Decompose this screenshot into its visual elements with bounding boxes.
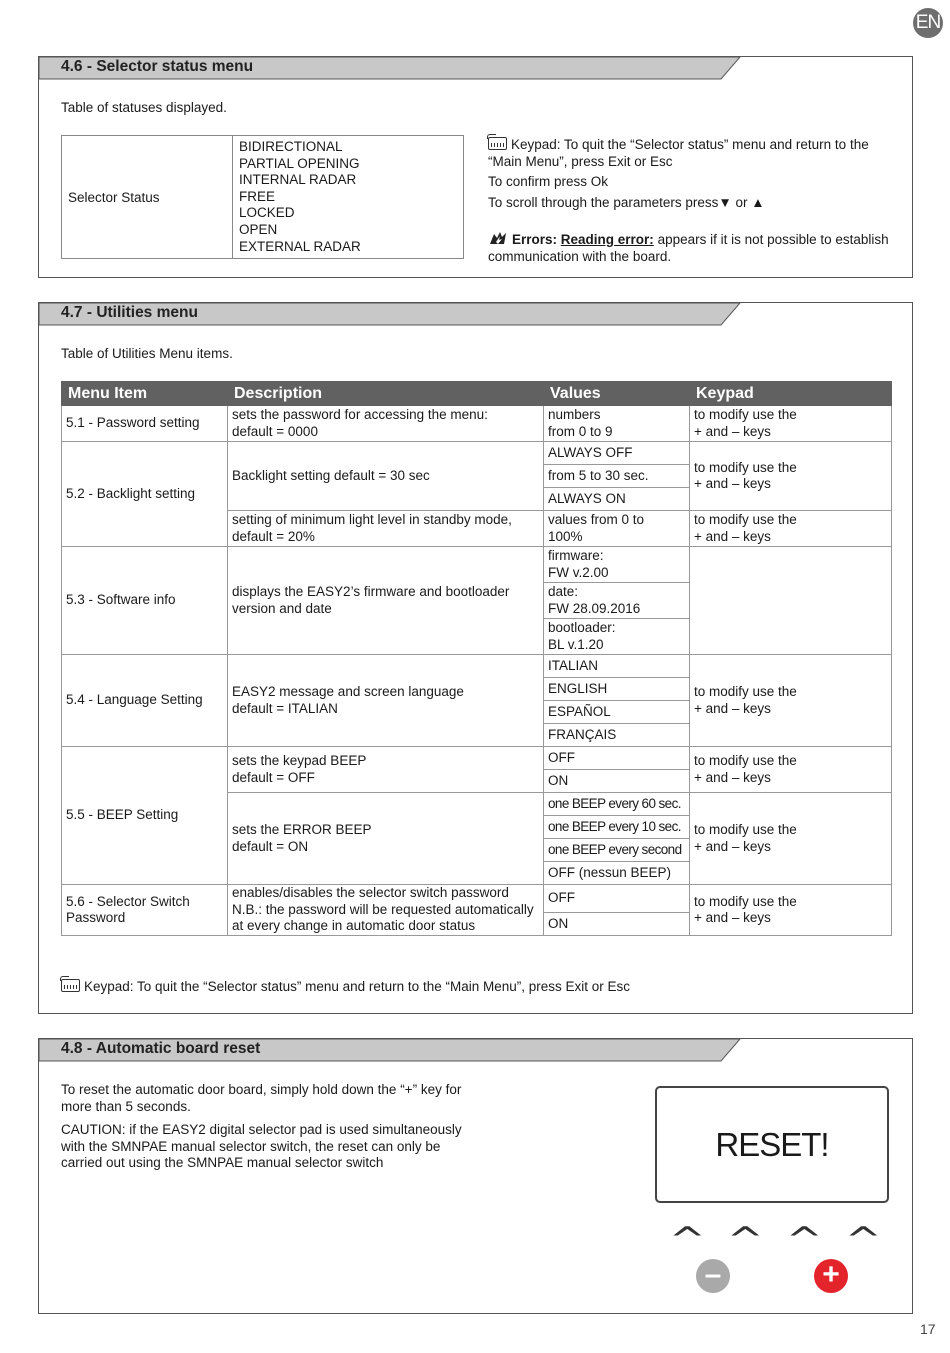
status-item: INTERNAL RADAR [239, 172, 357, 188]
errors-text: appears if it is not possible to establish [653, 232, 889, 247]
status-item: BIDIRECTIONAL [239, 139, 343, 154]
table-row [62, 547, 892, 583]
section-intro: Table of Utilities Menu items. [61, 346, 233, 361]
status-item: PARTIAL OPENING [239, 155, 360, 171]
table-row [62, 747, 892, 770]
value: values from 0 to 100% [544, 511, 690, 547]
status-item: OPEN [239, 221, 278, 237]
value: one BEEP every second [544, 839, 690, 862]
menu-item: 5.4 - Language Setting [62, 655, 228, 747]
keypad: to modify use the + and – keys [690, 885, 892, 936]
plus-button[interactable]: + [814, 1259, 848, 1293]
table-row [62, 885, 892, 913]
keypad-icon [488, 137, 507, 150]
keypad-footer-text: Keypad: To quit the “Selector status” menu and return to the “Main Menu”, press Exit or Esc [84, 979, 631, 994]
value: ESPAÑOL [544, 701, 690, 724]
status-item: LOCKED [239, 205, 295, 221]
section-title: 4.6 - Selector status menu [61, 58, 254, 75]
section-selector-status [38, 56, 913, 278]
value: OFF (nessun BEEP) [544, 862, 690, 885]
language-badge: EN [913, 8, 943, 38]
table-row [62, 406, 892, 442]
status-label: Selector Status [62, 136, 233, 259]
section-intro: Table of statuses displayed. [61, 100, 227, 115]
section-board-reset [38, 1038, 913, 1314]
section-title: 4.7 - Utilities menu [61, 304, 198, 321]
value: bootloader: BL v.1.20 [544, 619, 690, 655]
menu-item: 5.3 - Software info [62, 547, 228, 655]
value: firmware: FW v.2.00 [544, 547, 690, 583]
value: one BEEP every 10 sec. [544, 816, 690, 839]
keypad: to modify use the + and – keys [690, 747, 892, 793]
section-header [39, 303, 739, 325]
description: sets the keypad BEEP default = OFF [228, 747, 544, 793]
menu-item: 5.2 - Backlight setting [62, 442, 228, 547]
column-header: Values [544, 382, 690, 406]
status-item: EXTERNAL RADAR [239, 238, 361, 254]
confirm-text: To confirm press Ok [488, 174, 609, 189]
value: from 5 to 30 sec. [544, 465, 690, 488]
value: date: FW 28.09.2016 [544, 583, 690, 619]
arrow-up-icon: ^ [668, 1220, 706, 1260]
value: one BEEP every 60 sec. [544, 793, 690, 816]
description: setting of minimum light level in standby mode, default = 20% [228, 511, 544, 547]
keypad-line-2: “Main Menu”, press Exit or Esc [488, 153, 673, 169]
column-header: Keypad [690, 382, 892, 406]
arrow-up-icon: ^ [785, 1220, 823, 1260]
scroll-text: To scroll through the parameters press▼ or ▲ [488, 194, 765, 210]
keypad: to modify use the + and – keys [690, 406, 892, 442]
keypad: to modify use the + and – keys [690, 442, 892, 511]
keypad-footer [61, 979, 630, 996]
value: ENGLISH [544, 678, 690, 701]
column-header: Menu Item [62, 382, 228, 406]
description: sets the ERROR BEEP default = ON [228, 793, 544, 885]
value: OFF [544, 885, 690, 913]
display-screen [655, 1086, 889, 1203]
section-header [39, 57, 739, 79]
keypad-line-1: Keypad: To quit the “Selector status” menu and return to the [511, 137, 869, 152]
value: ON [544, 770, 690, 793]
description: Backlight setting default = 30 sec [228, 442, 544, 511]
screen-text: RESET! [715, 1125, 829, 1163]
menu-item: 5.1 - Password setting [62, 406, 228, 442]
keypad: to modify use the + and – keys [690, 511, 892, 547]
description: sets the password for accessing the menu: default = 0000 [228, 406, 544, 442]
reading-error-label: Reading error: [560, 232, 654, 247]
reset-caution: CAUTION: if the EASY2 digital selector pad is used simultaneously with the SMNPAE manual selector switch, the reset can only be carried out using the SMNPAE manual selector switch [61, 1122, 462, 1170]
section-title: 4.8 - Automatic board reset [61, 1040, 261, 1057]
status-item: FREE [239, 188, 276, 204]
value: OFF [544, 747, 690, 770]
keypad-icon [61, 979, 80, 992]
section-header [39, 1039, 739, 1061]
page-number: 17 [920, 1321, 936, 1337]
section-utilities-menu [38, 302, 913, 1014]
description: EASY2 message and screen language default = ITALIAN [228, 655, 544, 747]
value: ITALIAN [544, 655, 690, 678]
value: numbers from 0 to 9 [544, 406, 690, 442]
warning-icon [488, 231, 508, 245]
status-list [233, 136, 464, 259]
errors-text-line-2: communication with the board. [488, 248, 672, 264]
keypad: to modify use the + and – keys [690, 793, 892, 885]
keypad-empty [690, 547, 892, 655]
errors-label: Errors: [512, 232, 558, 247]
table-row [62, 655, 892, 678]
value: ALWAYS OFF [544, 442, 690, 465]
menu-item: 5.6 - Selector Switch Password [62, 885, 228, 936]
table-header-row [62, 382, 892, 406]
status-table [61, 135, 464, 259]
menu-item: 5.5 - BEEP Setting [62, 747, 228, 885]
minus-button[interactable]: – [696, 1259, 730, 1293]
utilities-table [61, 381, 892, 936]
description: enables/disables the selector switch password N.B.: the password will be requested automatically at every change in automatic door status [228, 885, 544, 936]
value: ALWAYS ON [544, 488, 690, 511]
keypad: to modify use the + and – keys [690, 655, 892, 747]
column-header: Description [228, 382, 544, 406]
reset-instructions: To reset the automatic door board, simply hold down the “+” key for more than 5 seconds. [61, 1082, 462, 1114]
description: displays the EASY2’s firmware and bootloader version and date [228, 547, 544, 655]
value: ON [544, 913, 690, 936]
table-row [62, 442, 892, 465]
keypad-instructions [488, 137, 893, 265]
arrow-up-icon: ^ [844, 1220, 882, 1260]
arrow-up-icon: ^ [726, 1220, 764, 1260]
value: FRANÇAIS [544, 724, 690, 747]
